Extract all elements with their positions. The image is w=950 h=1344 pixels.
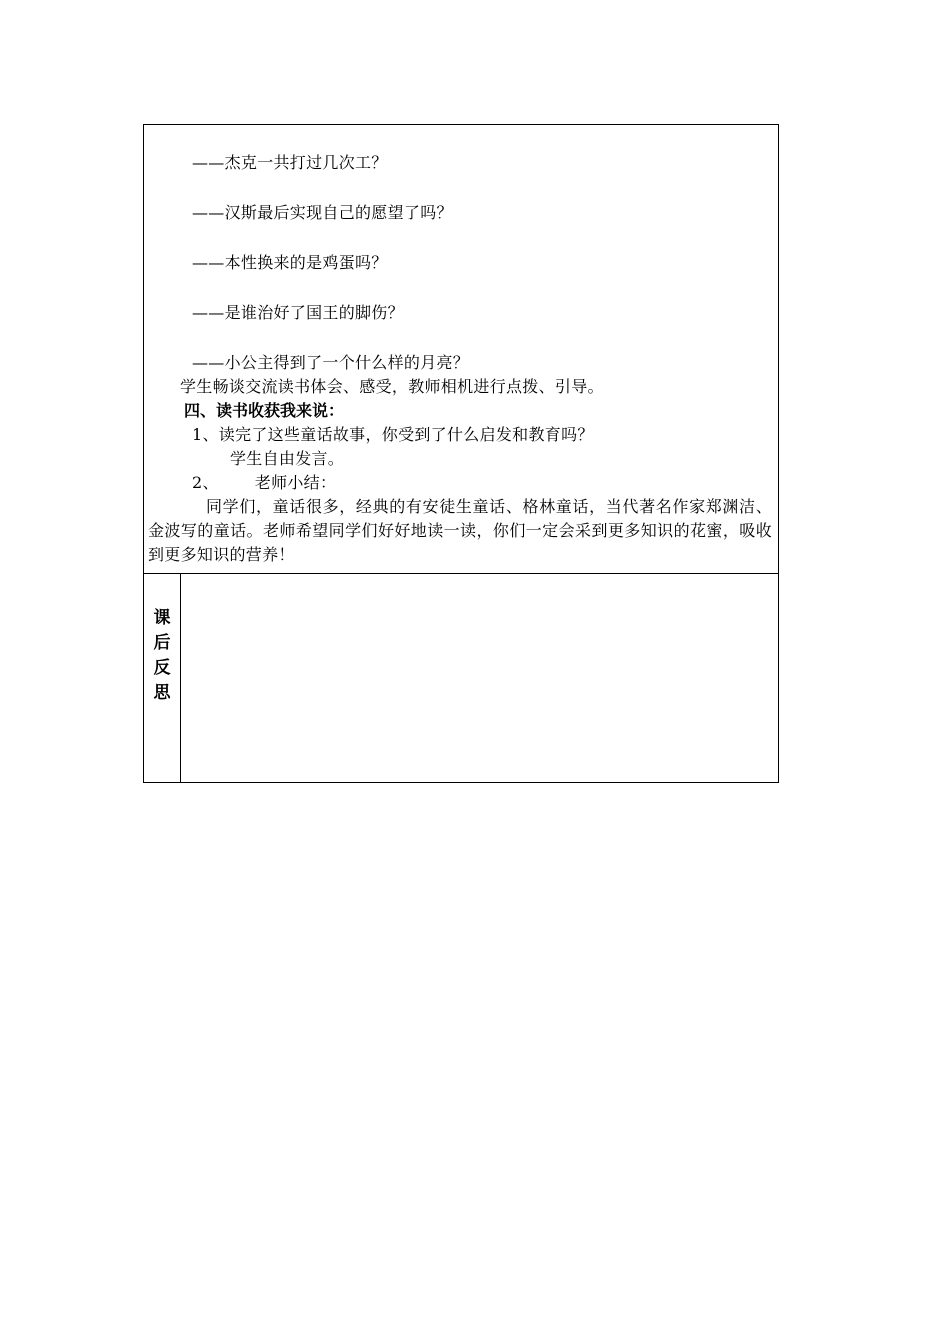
- teacher-summary: 同学们，童话很多，经典的有安徒生童话、格林童话，当代著名作家郑渊洁、金波写的童话。老师希望同学们好好地读一读，你们一定会采到更多知识的花蜜，吸收到更多知识的营养！: [148, 497, 772, 564]
- reflection-content-cell[interactable]: [181, 574, 779, 783]
- item-one: 1、读完了这些童话故事，你受到了什么启发和教育吗？: [192, 425, 594, 444]
- lesson-content: [144, 125, 778, 567]
- section-four-heading: 四、读书收获我来说：: [184, 401, 345, 420]
- question-line: ——小公主得到了一个什么样的月亮？: [192, 353, 470, 372]
- lesson-plan-table: [143, 124, 779, 783]
- question-line: ——是谁治好了国王的脚伤？: [192, 303, 404, 322]
- question-line: ——汉斯最后实现自己的愿望了吗？: [192, 203, 453, 222]
- item-two-label: 老师小结：: [254, 473, 337, 492]
- question-line: ——杰克一共打过几次工？: [192, 153, 388, 172]
- lesson-content-cell: [144, 125, 779, 574]
- item-two: [192, 471, 772, 495]
- item-two-number: 2、: [192, 473, 219, 492]
- question-line: ——本性换来的是鸡蛋吗？: [192, 253, 388, 272]
- discussion-line: 学生畅谈交流读书体会、感受，教师相机进行点拨、引导。: [180, 377, 604, 396]
- reflection-label: 课后反思: [153, 608, 171, 703]
- reflection-label-cell: [144, 574, 181, 783]
- content-row: [144, 125, 779, 574]
- item-one-sub: 学生自由发言。: [230, 449, 345, 468]
- reflection-row: [144, 574, 779, 783]
